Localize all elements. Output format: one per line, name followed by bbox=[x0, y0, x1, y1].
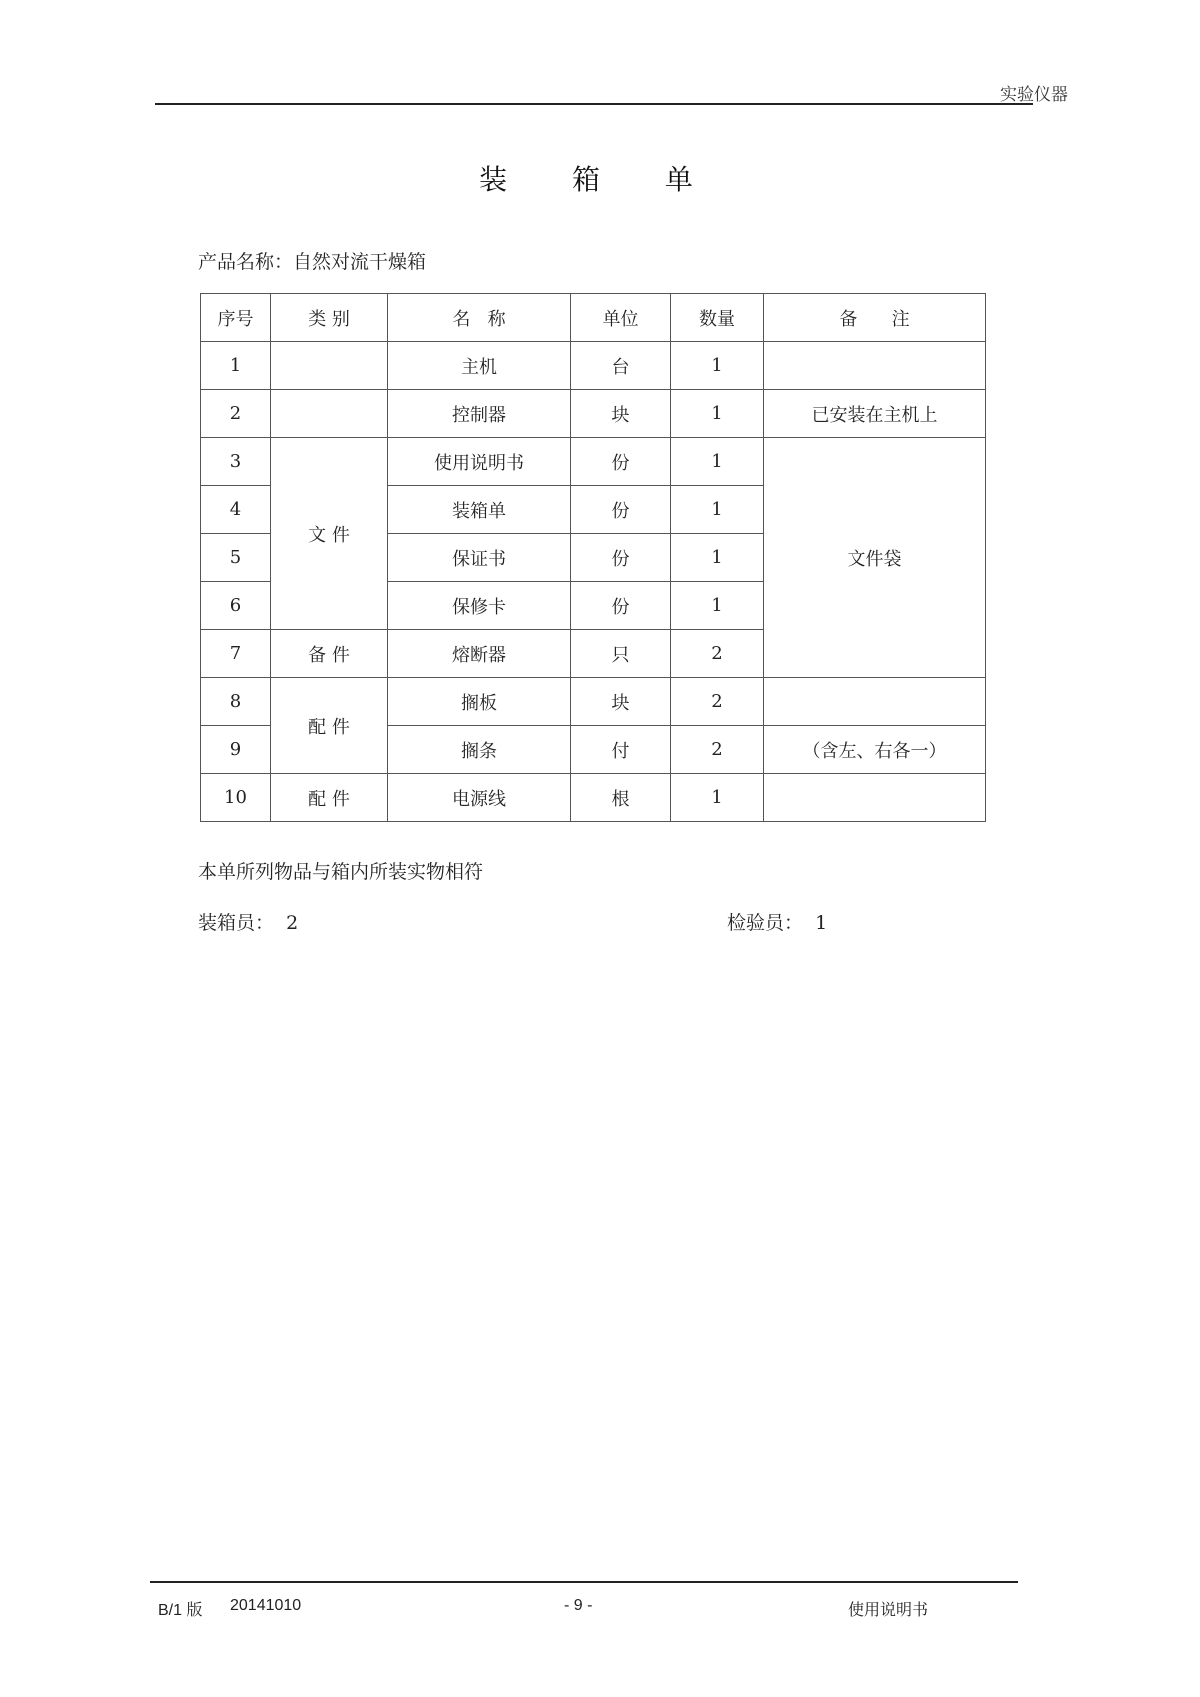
cell-category: 配 件 bbox=[271, 774, 388, 822]
footer-date: 20141010 bbox=[230, 1597, 302, 1614]
table-header-row bbox=[201, 294, 986, 342]
cell-name: 使用说明书 bbox=[388, 438, 571, 486]
cell-unit: 份 bbox=[571, 582, 671, 630]
cell-qty: 2 bbox=[671, 630, 764, 678]
cell-name: 电源线 bbox=[388, 774, 571, 822]
packing-list-table bbox=[200, 293, 986, 822]
packer-signature: 装箱员： 2 bbox=[198, 912, 299, 934]
cell-note bbox=[764, 342, 986, 390]
cell-unit: 份 bbox=[571, 438, 671, 486]
cell-unit: 块 bbox=[571, 678, 671, 726]
cell-name: 搁条 bbox=[388, 726, 571, 774]
cell-name: 保修卡 bbox=[388, 582, 571, 630]
inspector-signature: 检验员： 1 bbox=[727, 912, 828, 934]
table-row bbox=[201, 774, 986, 822]
cell-category bbox=[271, 342, 388, 390]
cell-qty: 1 bbox=[671, 342, 764, 390]
cell-unit: 份 bbox=[571, 534, 671, 582]
column-header-category: 类 别 bbox=[271, 294, 388, 342]
header-rule bbox=[155, 103, 1033, 105]
cell-no: 8 bbox=[201, 678, 271, 726]
table-row bbox=[201, 342, 986, 390]
page-number: - 9 - bbox=[564, 1597, 593, 1614]
cell-no: 3 bbox=[201, 438, 271, 486]
page-title: 装 箱 单 bbox=[479, 163, 721, 196]
cell-note bbox=[764, 774, 986, 822]
footer-version: B/1 版 bbox=[158, 1602, 203, 1619]
conformity-statement: 本单所列物品与箱内所装实物相符 bbox=[198, 861, 484, 883]
cell-qty: 2 bbox=[671, 726, 764, 774]
cell-qty: 1 bbox=[671, 390, 764, 438]
table-row bbox=[201, 678, 986, 726]
cell-qty: 2 bbox=[671, 678, 764, 726]
cell-category-merged-files: 文 件 bbox=[271, 438, 388, 630]
cell-category: 备 件 bbox=[271, 630, 388, 678]
cell-category-merged-accessories: 配 件 bbox=[271, 678, 388, 774]
cell-note bbox=[764, 678, 986, 726]
column-header-unit: 单位 bbox=[571, 294, 671, 342]
cell-no: 4 bbox=[201, 486, 271, 534]
cell-unit: 根 bbox=[571, 774, 671, 822]
cell-no: 7 bbox=[201, 630, 271, 678]
cell-name: 熔断器 bbox=[388, 630, 571, 678]
cell-qty: 1 bbox=[671, 582, 764, 630]
cell-no: 5 bbox=[201, 534, 271, 582]
footer-document-name: 使用说明书 bbox=[848, 1600, 929, 1619]
column-header-no: 序号 bbox=[201, 294, 271, 342]
cell-no: 9 bbox=[201, 726, 271, 774]
cell-unit: 份 bbox=[571, 486, 671, 534]
cell-no: 1 bbox=[201, 342, 271, 390]
cell-qty: 1 bbox=[671, 534, 764, 582]
cell-name: 控制器 bbox=[388, 390, 571, 438]
product-name-line: 产品名称：自然对流干燥箱 bbox=[198, 251, 427, 273]
footer-rule bbox=[150, 1581, 1018, 1583]
cell-qty: 1 bbox=[671, 774, 764, 822]
cell-unit: 只 bbox=[571, 630, 671, 678]
cell-name: 保证书 bbox=[388, 534, 571, 582]
cell-category bbox=[271, 390, 388, 438]
table-row bbox=[201, 438, 986, 486]
cell-name: 装箱单 bbox=[388, 486, 571, 534]
column-header-name: 名 称 bbox=[388, 294, 571, 342]
cell-name: 搁板 bbox=[388, 678, 571, 726]
cell-unit: 付 bbox=[571, 726, 671, 774]
column-header-qty: 数量 bbox=[671, 294, 764, 342]
table-row bbox=[201, 390, 986, 438]
cell-note-merged-bag: 文件袋 bbox=[764, 438, 986, 678]
cell-qty: 1 bbox=[671, 438, 764, 486]
column-header-note: 备 注 bbox=[764, 294, 986, 342]
cell-unit: 台 bbox=[571, 342, 671, 390]
header-category: 实验仪器 bbox=[1000, 85, 1068, 105]
cell-no: 6 bbox=[201, 582, 271, 630]
cell-no: 2 bbox=[201, 390, 271, 438]
cell-note: 已安装在主机上 bbox=[764, 390, 986, 438]
cell-note: （含左、右各一） bbox=[764, 726, 986, 774]
cell-qty: 1 bbox=[671, 486, 764, 534]
cell-unit: 块 bbox=[571, 390, 671, 438]
cell-no: 10 bbox=[201, 774, 271, 822]
cell-name: 主机 bbox=[388, 342, 571, 390]
